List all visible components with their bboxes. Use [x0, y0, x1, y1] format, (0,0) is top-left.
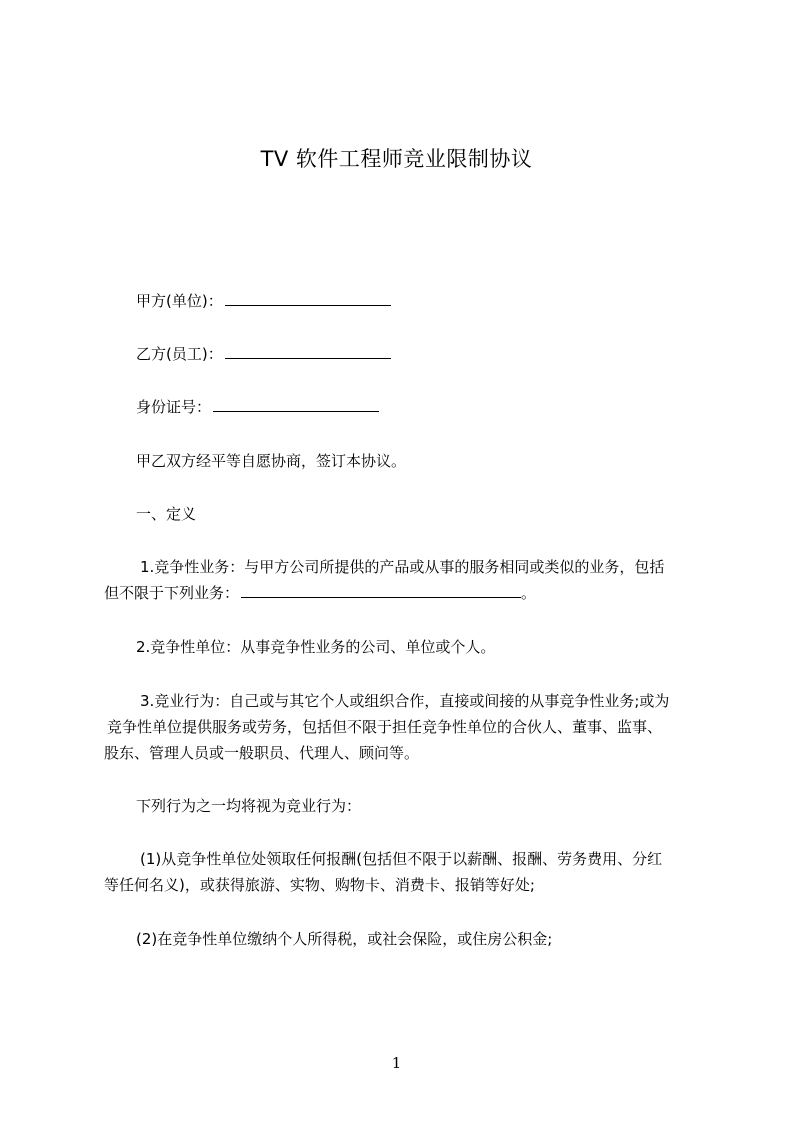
id-number-blank [213, 395, 379, 412]
page-number: 1 [391, 1054, 402, 1072]
definition-3-line-2: 竞争性单位提供服务或劳务，包括但不限于担任竞争性单位的合伙人、董事、监事、 [107, 718, 663, 736]
definition-1-line-1: 1.竞争性业务：与甲方公司所提供的产品或从事的服务相同或类似的业务，包括 [140, 558, 665, 576]
party-a-label: 甲方(单位)： [136, 292, 223, 310]
list-item-1-line-2: 等任何名义)，或获得旅游、实物、购物卡、消费卡、报销等好处; [104, 876, 535, 894]
party-b-blank [225, 342, 391, 359]
definition-3-line-3: 股东、管理人员或一般职员、代理人、顾问等。 [104, 744, 420, 762]
definition-1-line-2: 但不限于下列业务： 。 [104, 580, 536, 606]
business-list-blank [241, 581, 521, 598]
list-item-2: (2)在竞争性单位缴纳个人所得税，或社会保险，或住房公积金; [136, 930, 553, 948]
list-intro: 下列行为之一均将视为竞业行为： [136, 797, 362, 815]
document-title: TV 软件工程师竞业限制协议 [260, 147, 533, 171]
section-1-heading: 一、定义 [136, 505, 197, 523]
intro-paragraph: 甲乙双方经平等自愿协商，签订本协议。 [136, 452, 407, 470]
list-item-1-line-1: (1)从竞争性单位处领取任何报酬(包括但不限于以薪酬、报酬、劳务费用、分红 [140, 850, 663, 868]
definition-3-line-1: 3.竞业行为：自己或与其它个人或组织合作，直接或间接的从事竞争性业务;或为 [140, 692, 670, 710]
id-number-label: 身份证号： [136, 398, 212, 416]
party-a-blank [225, 289, 391, 306]
party-b-label: 乙方(员工)： [136, 345, 223, 363]
party-b-line [136, 341, 391, 367]
definition-2: 2.竞争性单位：从事竞争性业务的公司、单位或个人。 [136, 638, 496, 656]
party-a-line [136, 288, 391, 314]
id-number-line [136, 394, 379, 420]
